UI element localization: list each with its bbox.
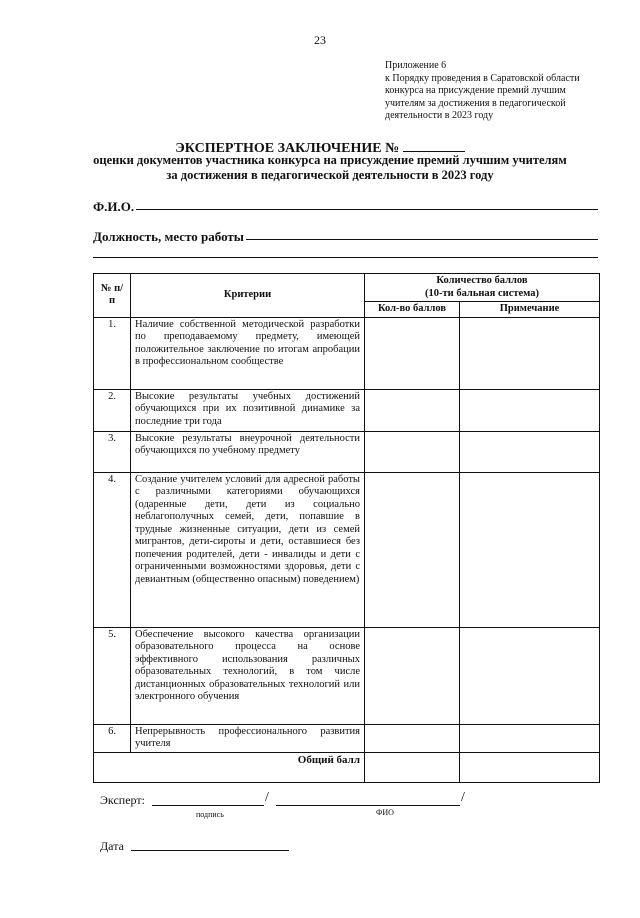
title-text: ЭКСПЕРТНОЕ ЗАКЛЮЧЕНИЕ № [175, 141, 400, 156]
table-row [94, 317, 600, 389]
header-criteria: Критерии [131, 274, 365, 318]
date-line[interactable] [131, 850, 289, 851]
header-score: Кол-во баллов [365, 302, 460, 318]
expert-label: Эксперт: [100, 793, 145, 807]
score-cell[interactable] [365, 627, 460, 724]
row-num: 5. [94, 627, 131, 724]
signature-caption: подпись [196, 810, 224, 819]
table-row [94, 389, 600, 431]
page-number: 23 [314, 33, 326, 47]
fio-line [136, 209, 598, 210]
note-cell[interactable] [460, 317, 600, 389]
row-num: 6. [94, 724, 131, 752]
header-score-group-title: Количество баллов [436, 275, 528, 286]
note-cell[interactable] [460, 431, 600, 472]
fio-label: Ф.И.О. [93, 199, 135, 214]
position-line [246, 239, 598, 240]
row-criterion: Обеспечение высокого качества организации образовательного процесса на основе эффективного использования различных образовательных технологий, в том числе дистанционных образовательных технологий или электронного обучения [131, 627, 365, 724]
row-num: 3. [94, 431, 131, 472]
note-cell[interactable] [460, 627, 600, 724]
appendix-note [385, 60, 615, 123]
date-label: Дата [100, 839, 124, 853]
note-cell[interactable] [460, 724, 600, 752]
row-num: 2. [94, 389, 131, 431]
table-row [94, 724, 600, 752]
fio-caption: ФИО [376, 808, 394, 817]
subtitle-line: за достижения в педагогической деятельности в 2023 году [166, 168, 494, 182]
appendix-line: деятельности в 2023 году [385, 110, 494, 121]
subtitle-line: оценки документов участника конкурса на присуждение премий лучшим учителям [93, 153, 567, 167]
total-label: Общий балл [94, 752, 365, 782]
number-blank [403, 139, 465, 152]
appendix-line: конкурса на присуждение премий лучшим [385, 85, 566, 96]
criteria-table [93, 273, 600, 783]
row-criterion: Создание учителем условий для адресной работы с различными категориями обучающихся (одаренные дети, дети из социально неблагополучных семей, дети, попавшие в трудные жизненные ситуации, дети из семей мигрантов, дети-сироты и дети, оставшиеся без попечения родителей, дети - инвалиды и дети с ограниченными возможностями здоровья, дети с девиантным (общественно опасным) поведением) [131, 472, 365, 627]
table-row [94, 431, 600, 472]
header-score-group-sub: (10-ти бальная система) [425, 287, 539, 299]
row-criterion: Высокие результаты внеурочной деятельности обучающихся по учебному предмету [131, 431, 365, 472]
appendix-line: к Порядку проведения в Саратовской области [385, 72, 580, 84]
expert-name-line[interactable] [276, 805, 460, 806]
total-note-cell[interactable] [460, 752, 600, 782]
note-cell[interactable] [460, 472, 600, 627]
total-score-cell[interactable] [365, 752, 460, 782]
position-line-2 [93, 257, 598, 258]
note-cell[interactable] [460, 389, 600, 431]
separator-slash: / [265, 790, 269, 805]
position-label: Должность, место работы [93, 229, 244, 244]
signature-line[interactable] [152, 805, 264, 806]
row-criterion: Наличие собственной методической разработки по преподаваемому предмету, имеющей положительное заключение по итогам апробации в профессиональном сообществе [131, 317, 365, 389]
header-note: Примечание [460, 302, 600, 318]
document-subtitle [80, 153, 580, 183]
appendix-line: учителям за достижения в педагогической [385, 97, 566, 109]
appendix-line: Приложение 6 [385, 60, 447, 71]
score-cell[interactable] [365, 431, 460, 472]
header-num: № п/п [94, 274, 131, 318]
score-cell[interactable] [365, 389, 460, 431]
row-num: 4. [94, 472, 131, 627]
table-row [94, 472, 600, 627]
total-row [94, 752, 600, 782]
score-cell[interactable] [365, 472, 460, 627]
score-cell[interactable] [365, 724, 460, 752]
row-num: 1. [94, 317, 131, 389]
score-cell[interactable] [365, 317, 460, 389]
header-score-group [365, 274, 600, 302]
separator-slash: / [461, 790, 465, 805]
row-criterion: Непрерывность профессионального развития учителя [131, 724, 365, 752]
table-row [94, 627, 600, 724]
row-criterion: Высокие результаты учебных достижений обучающихся при их позитивной динамике за последние три года [131, 389, 365, 431]
